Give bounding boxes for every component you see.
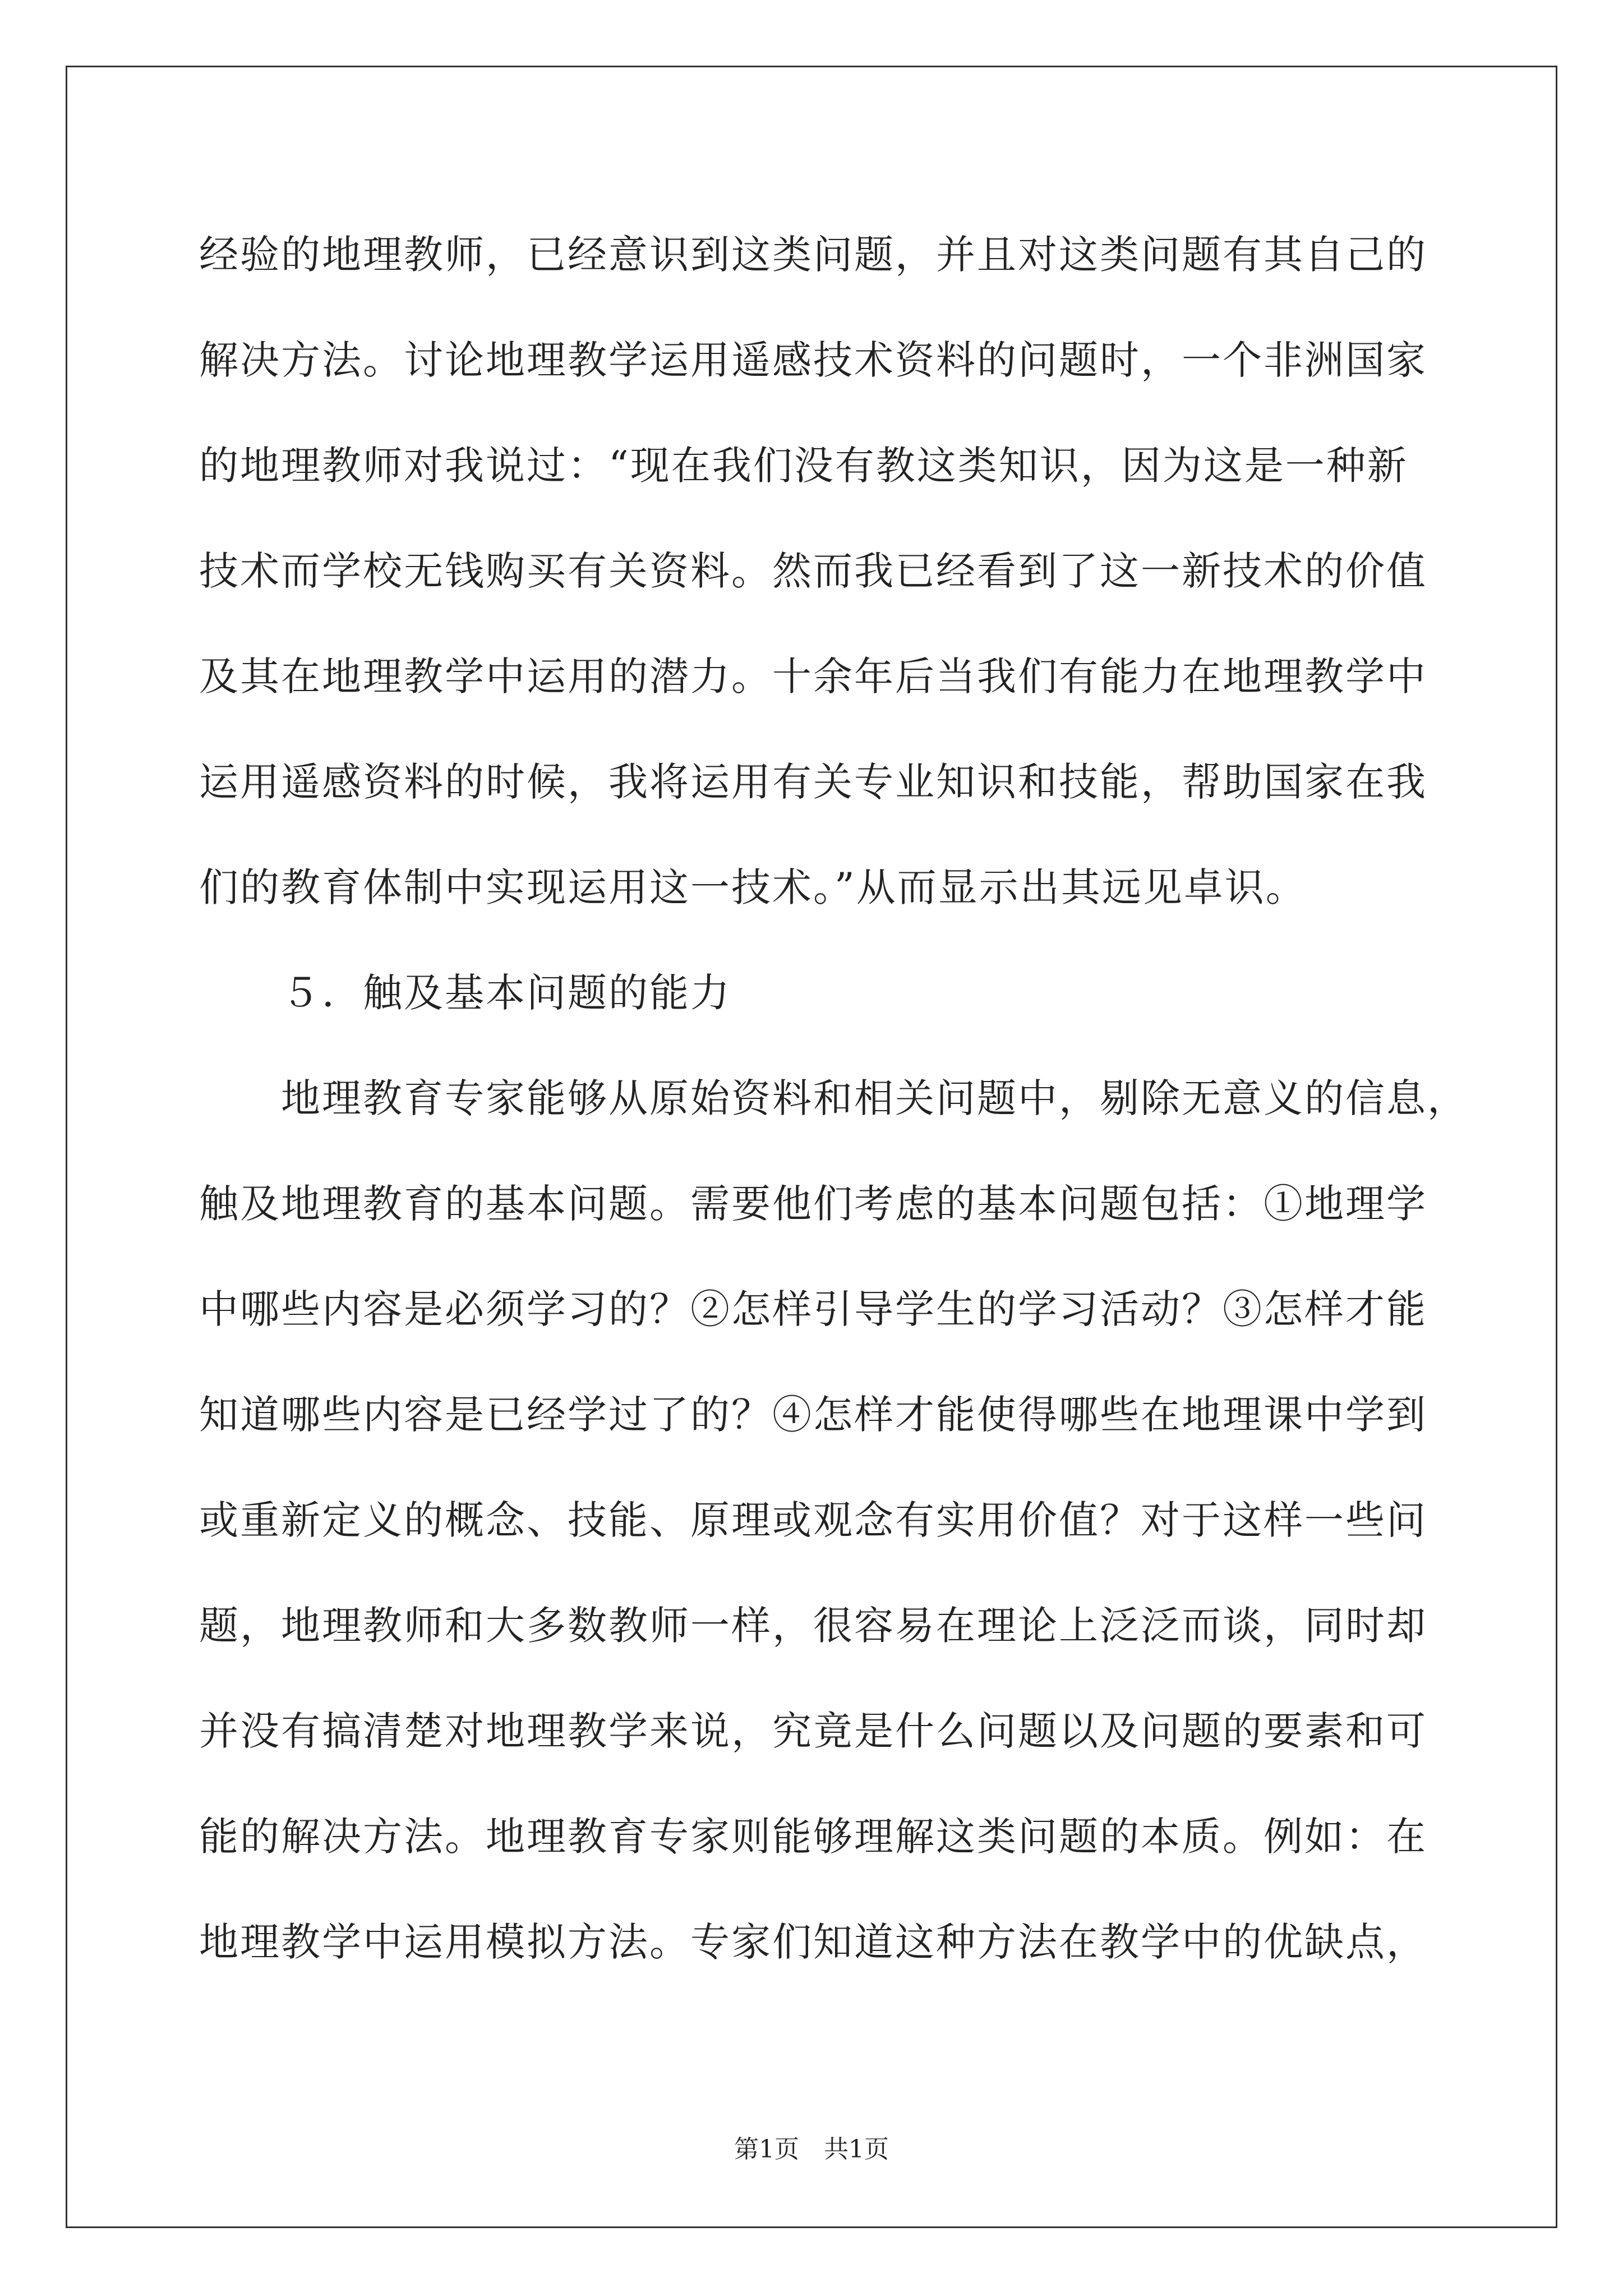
document-body xyxy=(199,202,1467,1995)
paragraph-first-line: 地理教育专家能够从原始资料和相关问题中，剔除无意义的信息， xyxy=(281,1075,1468,1121)
text-line: 中哪些内容是必须学习的？②怎样引导学生的学习活动？③怎样才能 xyxy=(199,1286,1427,1332)
text-line: 技术而学校无钱购买有关资料。然而我已经看到了这一新技术的价值 xyxy=(199,548,1427,594)
text-line: 地理教学中运用模拟方法。专家们知道这种方法在教学中的优缺点， xyxy=(199,1919,1427,1965)
text-line: 的地理教师对我说过：“现在我们没有教这类知识，因为这是一种新 xyxy=(199,443,1408,489)
section-heading: ５．触及基本问题的能力 xyxy=(281,970,731,1016)
text-line: 题，地理教师和大多数教师一样，很容易在理论上泛泛而谈，同时却 xyxy=(199,1603,1427,1649)
text-line: 或重新定义的概念、技能、原理或观念有实用价值？对于这样一些问 xyxy=(199,1497,1427,1543)
text-line: 知道哪些内容是已经学过了的？④怎样才能使得哪些在地理课中学到 xyxy=(199,1392,1427,1438)
page-number-footer: 第1页 共1页 xyxy=(734,2135,889,2164)
text-line: 运用遥感资料的时候，我将运用有关专业知识和技能，帮助国家在我 xyxy=(199,759,1427,805)
text-line: 触及地理教育的基本问题。需要他们考虑的基本问题包括：①地理学 xyxy=(199,1181,1427,1227)
text-line: 经验的地理教师，已经意识到这类问题，并且对这类问题有其自己的 xyxy=(199,232,1427,278)
text-line: 及其在地理教学中运用的潜力。十余年后当我们有能力在地理教学中 xyxy=(199,654,1427,700)
text-line: 们的教育体制中实现运用这一技术。”从而显示出其远见卓识。 xyxy=(199,864,1307,910)
text-line: 解决方法。讨论地理教学运用遥感技术资料的问题时，一个非洲国家 xyxy=(199,337,1427,383)
text-line: 能的解决方法。地理教育专家则能够理解这类问题的本质。例如：在 xyxy=(199,1814,1427,1860)
text-line: 并没有搞清楚对地理教学来说，究竟是什么问题以及问题的要素和可 xyxy=(199,1708,1427,1754)
